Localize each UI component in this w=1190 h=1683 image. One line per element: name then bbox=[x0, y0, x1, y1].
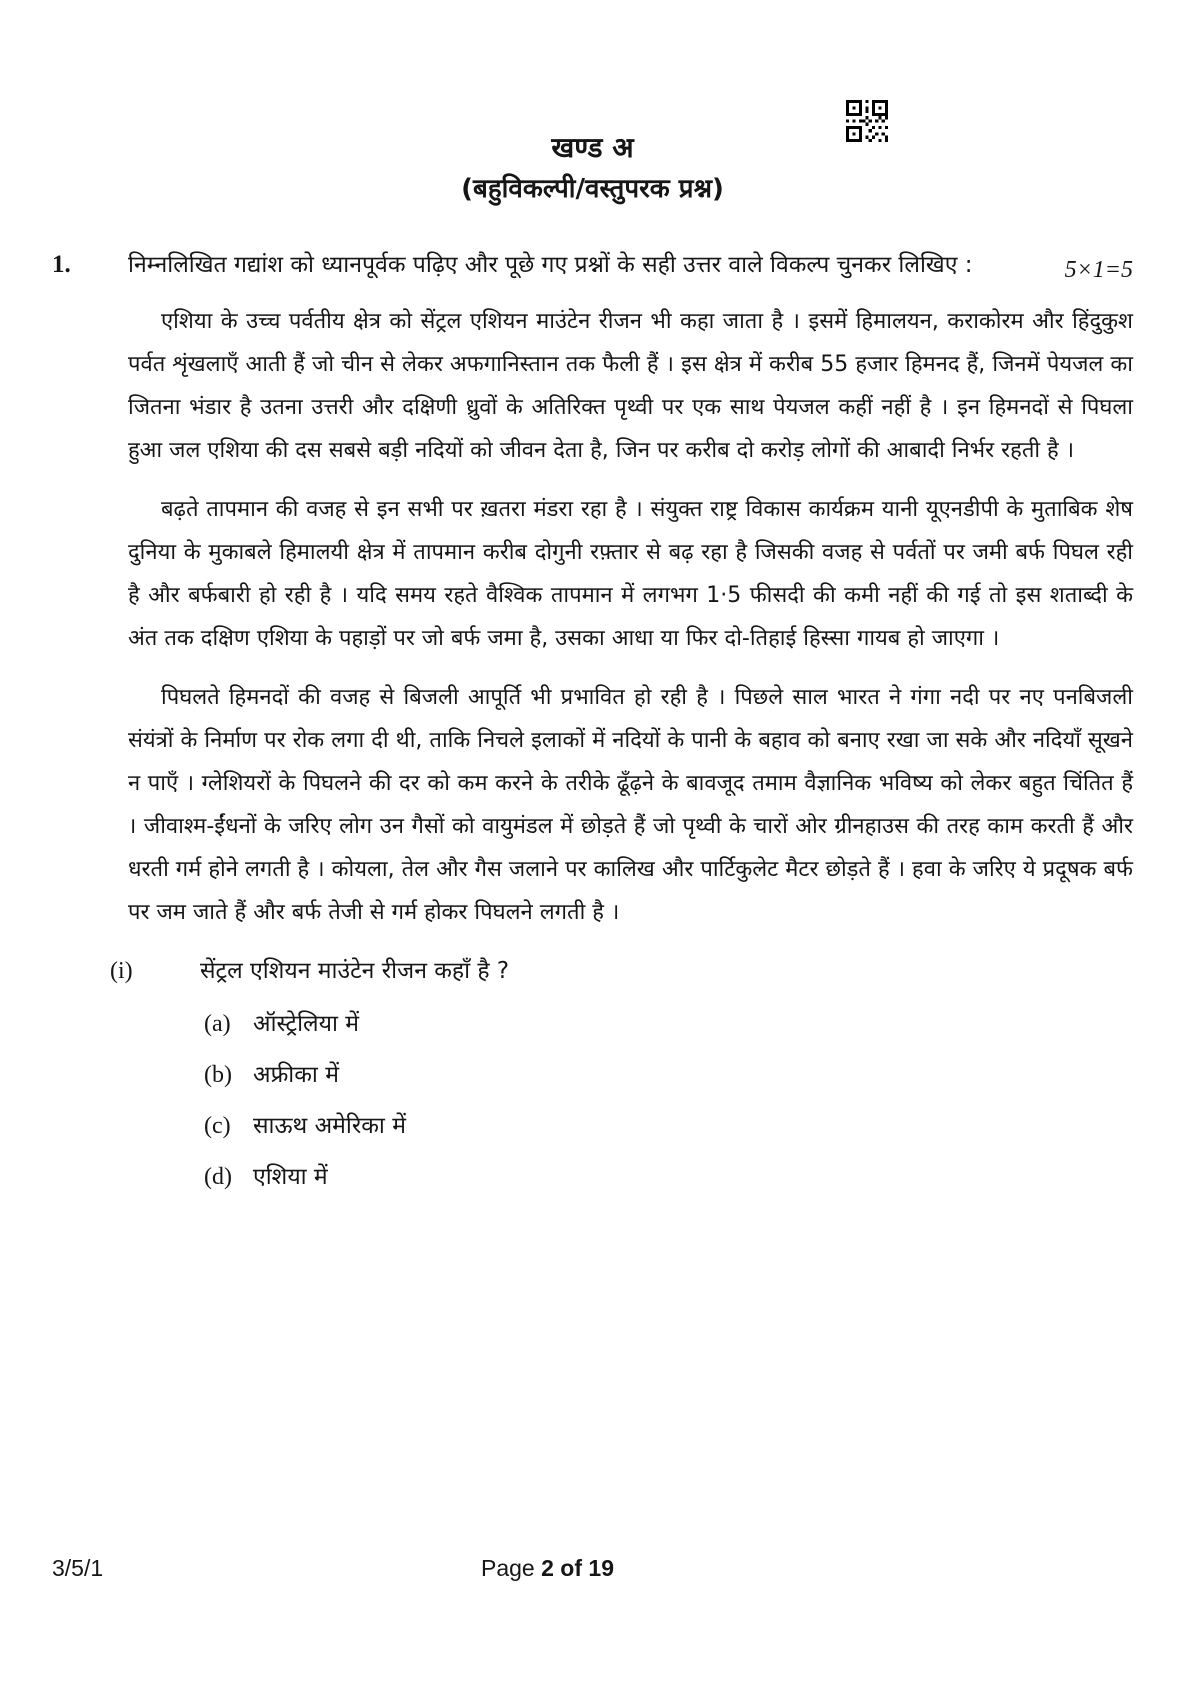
reading-passage bbox=[128, 300, 1133, 934]
option-d bbox=[204, 1161, 1133, 1193]
marks-badge: 5×1=5 bbox=[1064, 257, 1133, 283]
footer-page-number bbox=[481, 1552, 614, 1584]
question-intro: निम्नलिखित गद्यांश को ध्यानपूर्वक पढ़िए और पूछे गए प्रश्नों के सही उत्तर वाले विकल्प चुनकर लिखिए : bbox=[128, 252, 973, 278]
question-number: 1. bbox=[52, 251, 71, 278]
option-a bbox=[204, 1008, 1133, 1040]
footer-page-value: 2 of 19 bbox=[541, 1555, 614, 1581]
section-header: खण्ड अ bbox=[551, 131, 634, 164]
qr-code-icon bbox=[846, 100, 888, 142]
option-d-text: एशिया में bbox=[253, 1164, 328, 1190]
option-c-text: साऊथ अमेरिका में bbox=[253, 1113, 406, 1139]
option-c bbox=[204, 1110, 1133, 1142]
footer-paper-code: 3/5/1 bbox=[52, 1555, 104, 1581]
option-b-text: अफ्रीका में bbox=[253, 1062, 339, 1088]
option-b-label: (b) bbox=[204, 1062, 232, 1088]
sub-question-number: (i) bbox=[110, 958, 133, 984]
passage-paragraph-1: एशिया के उच्च पर्वतीय क्षेत्र को सेंट्रल एशियन माउंटेन रीजन भी कहा जाता है । इसमें हिमालयन, कराकोरम और हिंदुकुश पर्वत शृंखलाएँ आती हैं जो चीन से लेकर अफगानिस्तान तक फैली हैं । इस क्षेत्र में करीब 55 हजार हिमनद हैं, जिनमें पेयजल का जितना भंडार है उतना उत्तरी और दक्षिणी ध्रुवों के अतिरिक्त पृथ्वी पर एक साथ पेयजल कहीं नहीं है । इन हिमनदों से पिघला हुआ जल एशिया की दस सबसे बड़ी नदियों को जीवन देता है, जिन पर करीब दो करोड़ लोगों की आबादी निर्भर रहती है । bbox=[128, 309, 1133, 463]
page-footer bbox=[52, 1552, 1133, 1588]
passage-paragraph-2: बढ़ते तापमान की वजह से इन सभी पर ख़तरा मंडरा रहा है । संयुक्त राष्ट्र विकास कार्यक्रम यानी यूएनडीपी के मुताबिक शेष दुनिया के मुकाबले हिमालयी क्षेत्र में तापमान करीब दोगुनी रफ़्तार से बढ़ रहा है जिसकी वजह से पर्वतों पर जमी बर्फ पिघल रही है और बर्फबारी हो रही है । यदि समय रहते वैश्विक तापमान में लगभग 1·5 फीसदी की कमी नहीं की गई तो इस शताब्दी के अंत तक दक्षिण एशिया के पहाड़ों पर जो बर्फ जमा है, उसका आधा या फिर दो-तिहाई हिस्सा गायब हो जाएगा । bbox=[128, 497, 1133, 651]
passage-paragraph-3: पिघलते हिमनदों की वजह से बिजली आपूर्ति भी प्रभावित हो रही है । पिछले साल भारत ने गंगा नदी पर नए पनबिजली संयंत्रों के निर्माण पर रोक लगा दी थी, ताकि निचले इलाकों में नदियों के पानी के बहाव को बनाए रखा जा सके और नदियाँ सूखने न पाएँ । ग्लेशियरों के पिघलने की दर को कम करने के तरीके ढूँढ़ने के बावजूद तमाम वैज्ञानिक भविष्य को लेकर बहुत चिंतित हैं । जीवाश्म-ईंधनों के जरिए लोग उन गैसों को वायुमंडल में छोड़ते हैं जो पृथ्वी के चारों ओर ग्रीनहाउस की तरह काम करती हैं और धरती गर्म होने लगती है । कोयला, तेल और गैस जलाने पर कालिख और पार्टिकुलेट मैटर छोड़ते हैं । हवा के जरिए ये प्रदूषक बर्फ पर जम जाते हैं और बर्फ तेजी से गर्म होकर पिघलने लगती है । bbox=[128, 685, 1133, 925]
option-a-text: ऑस्ट्रेलिया में bbox=[253, 1011, 359, 1037]
options-list bbox=[204, 1008, 1133, 1193]
option-c-label: (c) bbox=[204, 1113, 231, 1139]
section-subheader: (बहुविकल्पी/वस्तुपरक प्रश्न) bbox=[461, 174, 724, 204]
option-b bbox=[204, 1059, 1133, 1091]
option-a-label: (a) bbox=[204, 1011, 231, 1037]
sub-question-text: सेंट्रल एशियन माउंटेन रीजन कहाँ है ? bbox=[200, 958, 510, 984]
option-d-label: (d) bbox=[204, 1164, 232, 1190]
footer-page-prefix: Page bbox=[481, 1555, 535, 1581]
sub-question-i bbox=[110, 954, 1133, 988]
question-1 bbox=[52, 242, 1133, 1193]
